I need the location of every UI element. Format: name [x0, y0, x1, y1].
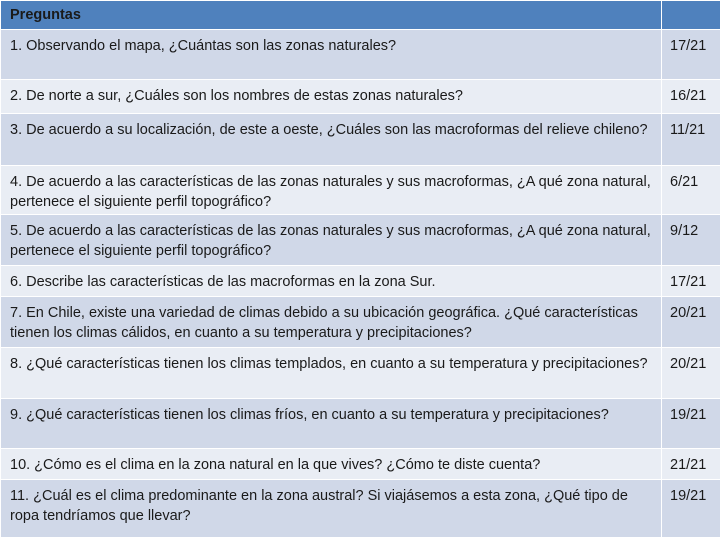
score-cell: 20/21 — [662, 348, 720, 399]
question-cell: 10. ¿Cómo es el clima en la zona natural en la que vives? ¿Cómo te diste cuenta? — [1, 449, 662, 480]
score-cell: 6/21 — [662, 166, 720, 215]
table-row — [1, 480, 720, 538]
score-cell: 19/21 — [662, 399, 720, 449]
table-row — [1, 297, 720, 348]
question-cell: 3. De acuerdo a su localización, de este a oeste, ¿Cuáles son las macroformas del relieve chileno? — [1, 114, 662, 166]
table-row — [1, 266, 720, 297]
table-row — [1, 449, 720, 480]
question-cell: 1. Observando el mapa, ¿Cuántas son las zonas naturales? — [1, 30, 662, 80]
score-cell: 17/21 — [662, 266, 720, 297]
table-row — [1, 166, 720, 215]
header-score — [662, 1, 720, 30]
question-cell: 5. De acuerdo a las características de las zonas naturales y sus macroformas, ¿A qué zona natural, pertenece el siguiente perfil topográfico? — [1, 215, 662, 266]
question-cell: 2. De norte a sur, ¿Cuáles son los nombres de estas zonas naturales? — [1, 80, 662, 114]
question-cell: 4. De acuerdo a las características de las zonas naturales y sus macroformas, ¿A qué zona natural, pertenece el siguiente perfil topográfico? — [1, 166, 662, 215]
score-cell: 21/21 — [662, 449, 720, 480]
table-row — [1, 399, 720, 449]
table-row — [1, 215, 720, 266]
header-questions: Preguntas — [1, 1, 662, 30]
table-row — [1, 114, 720, 166]
question-cell: 7. En Chile, existe una variedad de climas debido a su ubicación geográfica. ¿Qué características tienen los climas cálidos, en cuanto a su temperatura y precipitaciones? — [1, 297, 662, 348]
table-row — [1, 348, 720, 399]
score-cell: 17/21 — [662, 30, 720, 80]
score-cell: 11/21 — [662, 114, 720, 166]
question-cell: 8. ¿Qué características tienen los climas templados, en cuanto a su temperatura y precipitaciones? — [1, 348, 662, 399]
score-cell: 19/21 — [662, 480, 720, 538]
table-row — [1, 80, 720, 114]
table-row — [1, 30, 720, 80]
question-cell: 11. ¿Cuál es el clima predominante en la zona austral? Si viajásemos a esta zona, ¿Qué tipo de ropa tendríamos que llevar? — [1, 480, 662, 538]
question-cell: 6. Describe las características de las macroformas en la zona Sur. — [1, 266, 662, 297]
question-cell: 9. ¿Qué características tienen los climas fríos, en cuanto a su temperatura y precipitaciones? — [1, 399, 662, 449]
header-row — [1, 1, 720, 30]
score-cell: 9/12 — [662, 215, 720, 266]
score-cell: 20/21 — [662, 297, 720, 348]
score-cell: 16/21 — [662, 80, 720, 114]
